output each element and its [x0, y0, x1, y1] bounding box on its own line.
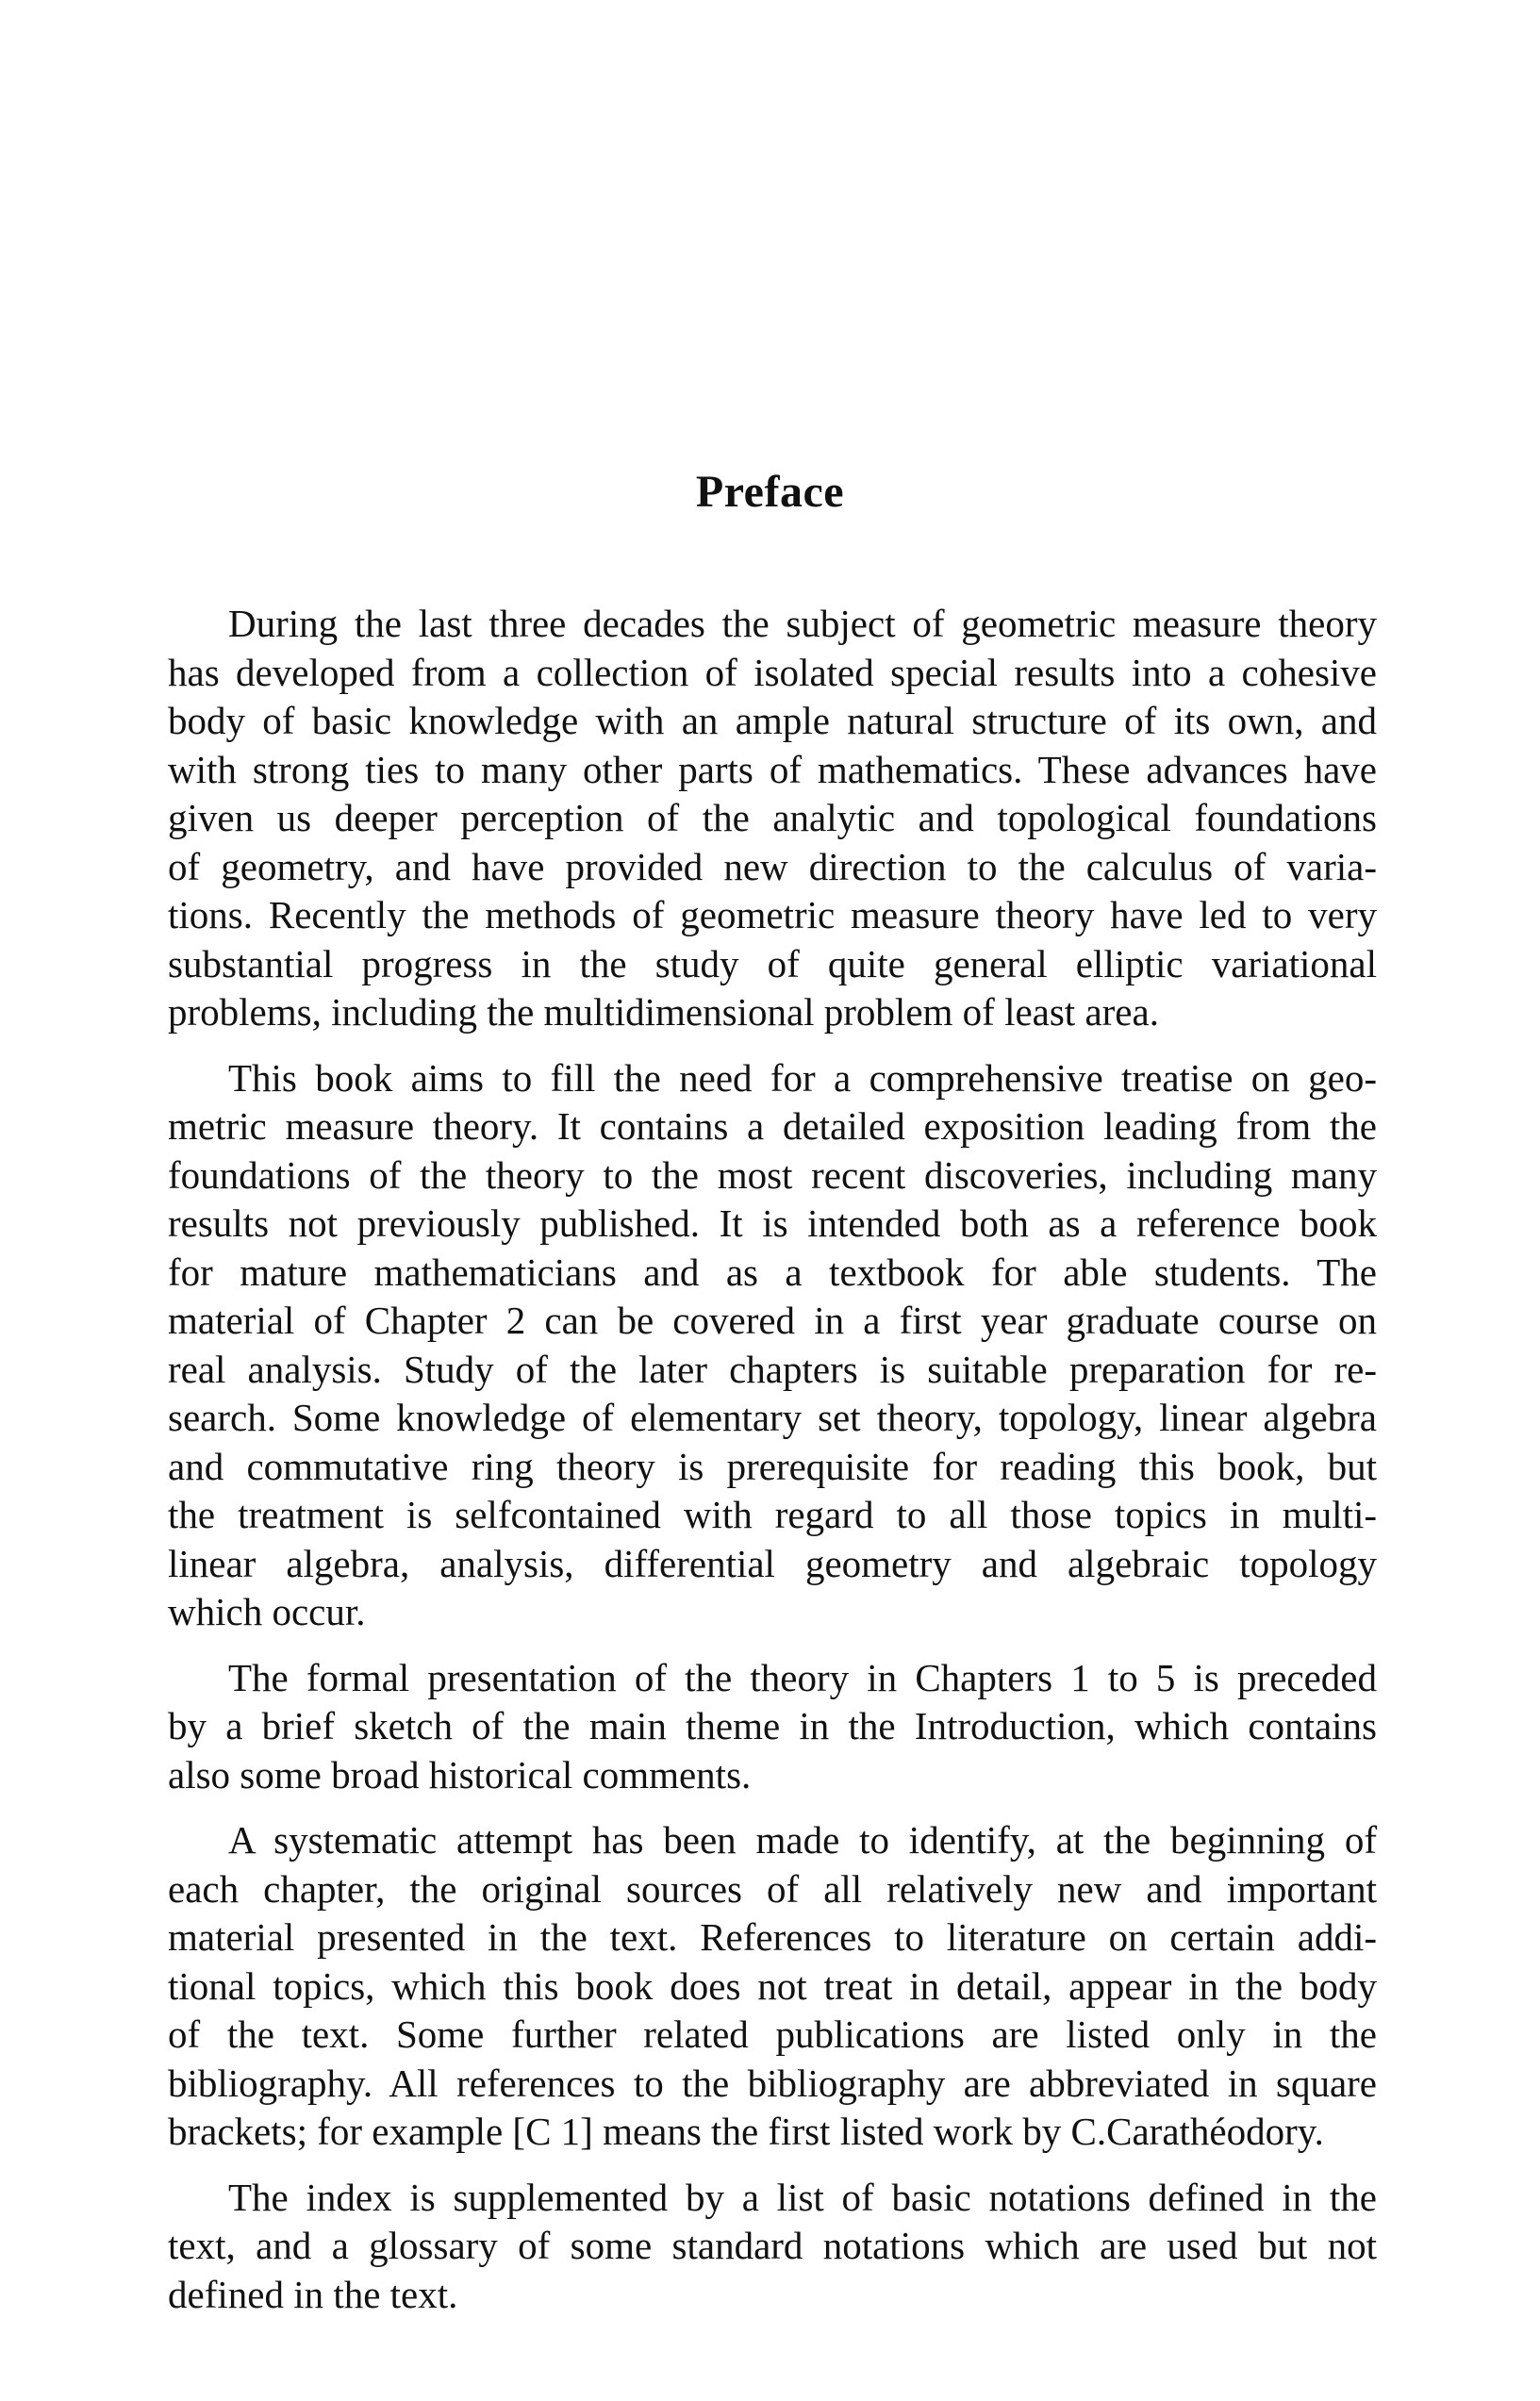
paragraph [168, 1654, 1377, 1800]
text-line: and commutative ring theory is prerequisite for reading this book, but [168, 1444, 1377, 1488]
paragraph [168, 2174, 1377, 2320]
text-line: material presented in the text. References to literature on certain addi- [168, 1915, 1377, 1959]
text-line: problems, including the multidimensional problem of least area. [168, 990, 1159, 1034]
text-line: real analysis. Study of the later chapters is suitable preparation for re- [168, 1347, 1377, 1391]
text-line: which occur. [168, 1590, 366, 1633]
text-line: of geometry, and have provided new direction to the calculus of varia- [168, 844, 1377, 888]
text-line: linear algebra, analysis, differential geometry and algebraic topology [168, 1541, 1377, 1585]
text-line: brackets; for example [C 1] means the first listed work by C.Carathéodory. [168, 2110, 1324, 2153]
paragraph [168, 1054, 1377, 1637]
text-line: substantial progress in the study of quite general elliptic variational [168, 941, 1377, 985]
text-line: The index is supplemented by a list of basic notations defined in the [228, 2175, 1377, 2219]
text-line: with strong ties to many other parts of mathematics. These advances have [168, 747, 1377, 791]
text-line: foundations of the theory to the most recent discoveries, including many [168, 1152, 1377, 1197]
page-title: Preface [695, 467, 845, 517]
preface-body [168, 600, 1377, 2336]
paragraph [168, 1816, 1377, 2157]
text-line: metric measure theory. It contains a detailed exposition leading from the [168, 1104, 1377, 1148]
text-line: bibliography. All references to the bibliography are abbreviated in square [168, 2061, 1377, 2105]
text-line: tional topics, which this book does not treat in detail, appear in the body [168, 1963, 1377, 2008]
text-line: This book aims to fill the need for a comprehensive treatise on geo- [228, 1055, 1377, 1100]
text-line: by a brief sketch of the main theme in the Introduction, which contains [168, 1704, 1377, 1747]
text-line: also some broad historical comments. [168, 1752, 752, 1797]
text-line: tions. Recently the methods of geometric measure theory have led to very [168, 893, 1377, 936]
paragraph [168, 600, 1377, 1037]
text-line: has developed from a collection of isolated special results into a cohesive [168, 650, 1377, 694]
text-line: for mature mathematicians and as a textbook for able students. The [168, 1250, 1377, 1294]
text-line: the treatment is selfcontained with regard to all those topics in multi- [168, 1493, 1377, 1536]
text-line: of the text. Some further related publications are listed only in the [168, 2012, 1377, 2056]
text-line: The formal presentation of the theory in Chapters 1 to 5 is preceded [228, 1655, 1377, 1699]
text-line: body of basic knowledge with an ample natural structure of its own, and [168, 699, 1377, 742]
text-line: given us deeper perception of the analytic and topological foundations [168, 796, 1377, 839]
text-line: A systematic attempt has been made to identify, at the beginning of [228, 1818, 1377, 1862]
text-line: material of Chapter 2 can be covered in a first year graduate course on [168, 1299, 1377, 1342]
text-line: defined in the text. [168, 2272, 458, 2316]
text-line: results not previously published. It is intended both as a reference book [168, 1201, 1377, 1245]
text-line: search. Some knowledge of elementary set theory, topology, linear algebra [168, 1396, 1377, 1439]
text-line: During the last three decades the subject of geometric measure theory [228, 602, 1377, 645]
text-line: text, and a glossary of some standard notations which are used but not [168, 2224, 1377, 2267]
text-line: each chapter, the original sources of all relatively new and important [168, 1866, 1377, 1911]
